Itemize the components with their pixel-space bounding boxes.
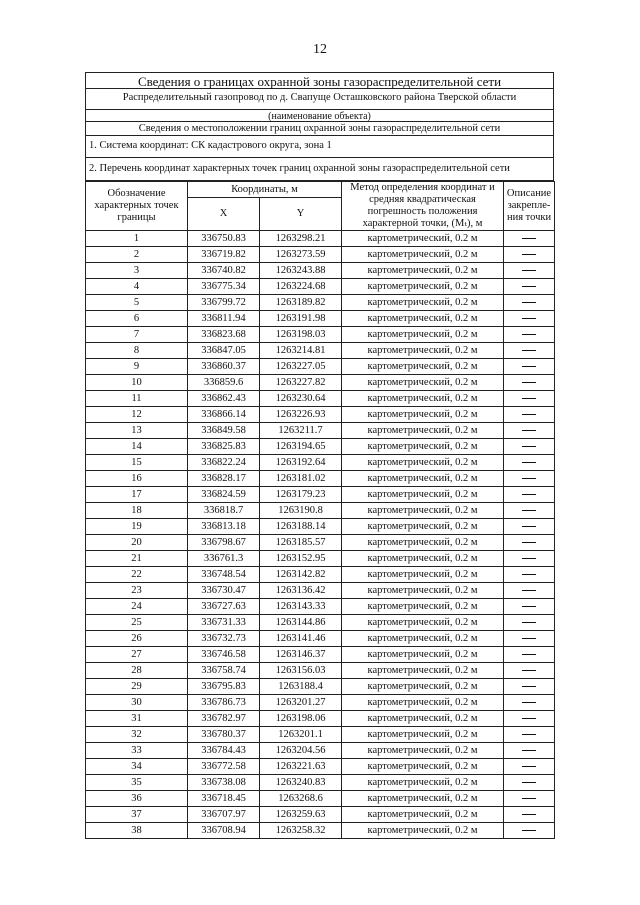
fixing-cell bbox=[504, 279, 555, 295]
fixing-cell bbox=[504, 695, 555, 711]
y-coordinate-cell: 1263273.59 bbox=[260, 247, 342, 263]
dash-mark bbox=[522, 430, 536, 431]
dash-mark bbox=[522, 334, 536, 335]
y-coordinate-cell: 1263227.82 bbox=[260, 375, 342, 391]
x-coordinate-cell: 336780.37 bbox=[188, 727, 260, 743]
point-number-cell: 23 bbox=[86, 583, 188, 599]
y-coordinate-cell: 1263188.4 bbox=[260, 679, 342, 695]
point-number-cell: 4 bbox=[86, 279, 188, 295]
table-row bbox=[86, 279, 555, 295]
table-row bbox=[86, 599, 555, 615]
dash-mark bbox=[522, 702, 536, 703]
point-number-cell: 1 bbox=[86, 231, 188, 247]
fixing-cell bbox=[504, 503, 555, 519]
y-coordinate-cell: 1263141.46 bbox=[260, 631, 342, 647]
object-name: Распределительный газопровод по д. Свапуще Осташковского района Тверской области bbox=[85, 89, 554, 109]
x-coordinate-cell: 336782.97 bbox=[188, 711, 260, 727]
document-title: Сведения о границах охранной зоны газораспределительной сети bbox=[85, 72, 554, 89]
y-coordinate-cell: 1263198.06 bbox=[260, 711, 342, 727]
fixing-cell bbox=[504, 647, 555, 663]
fixing-cell bbox=[504, 327, 555, 343]
fixing-cell bbox=[504, 407, 555, 423]
point-number-cell: 9 bbox=[86, 359, 188, 375]
x-coordinate-cell: 336866.14 bbox=[188, 407, 260, 423]
point-number-cell: 6 bbox=[86, 311, 188, 327]
fixing-cell bbox=[504, 759, 555, 775]
table-row bbox=[86, 567, 555, 583]
point-number-cell: 28 bbox=[86, 663, 188, 679]
boundary-document bbox=[85, 72, 554, 839]
dash-mark bbox=[522, 494, 536, 495]
fixing-cell bbox=[504, 615, 555, 631]
y-coordinate-cell: 1263136.42 bbox=[260, 583, 342, 599]
fixing-cell bbox=[504, 775, 555, 791]
y-coordinate-cell: 1263243.88 bbox=[260, 263, 342, 279]
x-coordinate-cell: 336825.83 bbox=[188, 439, 260, 455]
dash-mark bbox=[522, 734, 536, 735]
dash-mark bbox=[522, 558, 536, 559]
point-number-cell: 34 bbox=[86, 759, 188, 775]
dash-mark bbox=[522, 398, 536, 399]
dash-mark bbox=[522, 766, 536, 767]
table-row bbox=[86, 343, 555, 359]
dash-mark bbox=[522, 302, 536, 303]
fixing-cell bbox=[504, 439, 555, 455]
x-coordinate-cell: 336708.94 bbox=[188, 823, 260, 839]
method-cell: картометрический, 0.2 м bbox=[342, 295, 504, 311]
point-number-cell: 24 bbox=[86, 599, 188, 615]
method-cell: картометрический, 0.2 м bbox=[342, 663, 504, 679]
method-cell: картометрический, 0.2 м bbox=[342, 519, 504, 535]
method-cell: картометрический, 0.2 м bbox=[342, 487, 504, 503]
x-coordinate-cell: 336707.97 bbox=[188, 807, 260, 823]
x-coordinate-cell: 336828.17 bbox=[188, 471, 260, 487]
fixing-cell bbox=[504, 375, 555, 391]
point-number-cell: 2 bbox=[86, 247, 188, 263]
point-number-cell: 11 bbox=[86, 391, 188, 407]
point-number-cell: 29 bbox=[86, 679, 188, 695]
method-cell: картометрический, 0.2 м bbox=[342, 391, 504, 407]
table-row bbox=[86, 503, 555, 519]
point-number-cell: 14 bbox=[86, 439, 188, 455]
dash-mark bbox=[522, 542, 536, 543]
x-coordinate-cell: 336784.43 bbox=[188, 743, 260, 759]
method-cell: картометрический, 0.2 м bbox=[342, 631, 504, 647]
header-y: Y bbox=[260, 198, 342, 231]
x-coordinate-cell: 336862.43 bbox=[188, 391, 260, 407]
method-cell: картометрический, 0.2 м bbox=[342, 567, 504, 583]
dash-mark bbox=[522, 622, 536, 623]
point-number-cell: 15 bbox=[86, 455, 188, 471]
method-cell: картометрический, 0.2 м bbox=[342, 359, 504, 375]
method-cell: картометрический, 0.2 м bbox=[342, 503, 504, 519]
table-row bbox=[86, 439, 555, 455]
fixing-cell bbox=[504, 663, 555, 679]
header-method: Метод определения координат и средняя квадратическая погрешность положения характерной точки, (Мₜ), м bbox=[342, 182, 504, 231]
point-number-cell: 25 bbox=[86, 615, 188, 631]
point-number-cell: 33 bbox=[86, 743, 188, 759]
x-coordinate-cell: 336772.58 bbox=[188, 759, 260, 775]
fixing-cell bbox=[504, 247, 555, 263]
method-cell: картометрический, 0.2 м bbox=[342, 279, 504, 295]
fixing-cell bbox=[504, 599, 555, 615]
fixing-cell bbox=[504, 455, 555, 471]
x-coordinate-cell: 336795.83 bbox=[188, 679, 260, 695]
table-row bbox=[86, 791, 555, 807]
point-number-cell: 5 bbox=[86, 295, 188, 311]
x-coordinate-cell: 336823.68 bbox=[188, 327, 260, 343]
y-coordinate-cell: 1263204.56 bbox=[260, 743, 342, 759]
y-coordinate-cell: 1263201.27 bbox=[260, 695, 342, 711]
x-coordinate-cell: 336849.58 bbox=[188, 423, 260, 439]
table-row bbox=[86, 375, 555, 391]
table-row bbox=[86, 727, 555, 743]
point-number-cell: 10 bbox=[86, 375, 188, 391]
y-coordinate-cell: 1263211.7 bbox=[260, 423, 342, 439]
table-row bbox=[86, 263, 555, 279]
y-coordinate-cell: 1263142.82 bbox=[260, 567, 342, 583]
fixing-cell bbox=[504, 727, 555, 743]
x-coordinate-cell: 336847.05 bbox=[188, 343, 260, 359]
x-coordinate-cell: 336731.33 bbox=[188, 615, 260, 631]
point-number-cell: 37 bbox=[86, 807, 188, 823]
header-coordinates: Координаты, м bbox=[188, 182, 342, 198]
y-coordinate-cell: 1263240.83 bbox=[260, 775, 342, 791]
method-cell: картометрический, 0.2 м bbox=[342, 407, 504, 423]
dash-mark bbox=[522, 350, 536, 351]
table-row bbox=[86, 807, 555, 823]
method-cell: картометрический, 0.2 м bbox=[342, 439, 504, 455]
fixing-cell bbox=[504, 263, 555, 279]
y-coordinate-cell: 1263230.64 bbox=[260, 391, 342, 407]
fixing-cell bbox=[504, 359, 555, 375]
fixing-cell bbox=[504, 567, 555, 583]
x-coordinate-cell: 336811.94 bbox=[188, 311, 260, 327]
dash-mark bbox=[522, 590, 536, 591]
point-number-cell: 19 bbox=[86, 519, 188, 535]
header-fixing: Описание закрепле-ния точки bbox=[504, 182, 555, 231]
point-number-cell: 12 bbox=[86, 407, 188, 423]
x-coordinate-cell: 336748.54 bbox=[188, 567, 260, 583]
method-cell: картометрический, 0.2 м bbox=[342, 231, 504, 247]
x-coordinate-cell: 336718.45 bbox=[188, 791, 260, 807]
y-coordinate-cell: 1263185.57 bbox=[260, 535, 342, 551]
point-number-cell: 38 bbox=[86, 823, 188, 839]
dash-mark bbox=[522, 414, 536, 415]
method-cell: картометрический, 0.2 м bbox=[342, 791, 504, 807]
table-row bbox=[86, 711, 555, 727]
table-row bbox=[86, 391, 555, 407]
fixing-cell bbox=[504, 487, 555, 503]
fixing-cell bbox=[504, 391, 555, 407]
table-row bbox=[86, 583, 555, 599]
header-x: X bbox=[188, 198, 260, 231]
x-coordinate-cell: 336730.47 bbox=[188, 583, 260, 599]
point-number-cell: 16 bbox=[86, 471, 188, 487]
method-cell: картометрический, 0.2 м bbox=[342, 615, 504, 631]
point-number-cell: 22 bbox=[86, 567, 188, 583]
fixing-cell bbox=[504, 535, 555, 551]
dash-mark bbox=[522, 814, 536, 815]
y-coordinate-cell: 1263268.6 bbox=[260, 791, 342, 807]
x-coordinate-cell: 336813.18 bbox=[188, 519, 260, 535]
point-number-cell: 20 bbox=[86, 535, 188, 551]
table-row bbox=[86, 743, 555, 759]
fixing-cell bbox=[504, 471, 555, 487]
dash-mark bbox=[522, 782, 536, 783]
point-number-cell: 17 bbox=[86, 487, 188, 503]
point-number-cell: 27 bbox=[86, 647, 188, 663]
y-coordinate-cell: 1263201.1 bbox=[260, 727, 342, 743]
fixing-cell bbox=[504, 519, 555, 535]
method-cell: картометрический, 0.2 м bbox=[342, 343, 504, 359]
fixing-cell bbox=[504, 583, 555, 599]
method-cell: картометрический, 0.2 м bbox=[342, 647, 504, 663]
fixing-cell bbox=[504, 343, 555, 359]
x-coordinate-cell: 336758.74 bbox=[188, 663, 260, 679]
page-number: 12 bbox=[313, 42, 327, 57]
table-row bbox=[86, 423, 555, 439]
x-coordinate-cell: 336746.58 bbox=[188, 647, 260, 663]
table-row bbox=[86, 823, 555, 839]
method-cell: картометрический, 0.2 м bbox=[342, 423, 504, 439]
table-row bbox=[86, 455, 555, 471]
y-coordinate-cell: 1263298.21 bbox=[260, 231, 342, 247]
x-coordinate-cell: 336860.37 bbox=[188, 359, 260, 375]
y-coordinate-cell: 1263152.95 bbox=[260, 551, 342, 567]
dash-mark bbox=[522, 270, 536, 271]
point-number-cell: 36 bbox=[86, 791, 188, 807]
y-coordinate-cell: 1263191.98 bbox=[260, 311, 342, 327]
table-row bbox=[86, 759, 555, 775]
dash-mark bbox=[522, 510, 536, 511]
y-coordinate-cell: 1263227.05 bbox=[260, 359, 342, 375]
point-number-cell: 8 bbox=[86, 343, 188, 359]
location-section-title: Сведения о местоположении границ охранной зоны газораспределительной сети bbox=[85, 122, 554, 136]
y-coordinate-cell: 1263181.02 bbox=[260, 471, 342, 487]
dash-mark bbox=[522, 654, 536, 655]
y-coordinate-cell: 1263156.03 bbox=[260, 663, 342, 679]
dash-mark bbox=[522, 462, 536, 463]
dash-mark bbox=[522, 254, 536, 255]
fixing-cell bbox=[504, 231, 555, 247]
x-coordinate-cell: 336786.73 bbox=[188, 695, 260, 711]
x-coordinate-cell: 336719.82 bbox=[188, 247, 260, 263]
coordinate-system: 1. Система координат: СК кадастрового округа, зона 1 bbox=[85, 136, 554, 158]
dash-mark bbox=[522, 686, 536, 687]
method-cell: картометрический, 0.2 м bbox=[342, 679, 504, 695]
method-cell: картометрический, 0.2 м bbox=[342, 375, 504, 391]
method-cell: картометрический, 0.2 м bbox=[342, 727, 504, 743]
point-number-cell: 30 bbox=[86, 695, 188, 711]
dash-mark bbox=[522, 446, 536, 447]
point-number-cell: 26 bbox=[86, 631, 188, 647]
fixing-cell bbox=[504, 423, 555, 439]
fixing-cell bbox=[504, 711, 555, 727]
table-row bbox=[86, 551, 555, 567]
table-row bbox=[86, 327, 555, 343]
point-number-cell: 13 bbox=[86, 423, 188, 439]
table-row bbox=[86, 615, 555, 631]
method-cell: картометрический, 0.2 м bbox=[342, 535, 504, 551]
dash-mark bbox=[522, 238, 536, 239]
method-cell: картометрический, 0.2 м bbox=[342, 311, 504, 327]
x-coordinate-cell: 336761.3 bbox=[188, 551, 260, 567]
x-coordinate-cell: 336775.34 bbox=[188, 279, 260, 295]
fixing-cell bbox=[504, 791, 555, 807]
method-cell: картометрический, 0.2 м bbox=[342, 599, 504, 615]
table-row bbox=[86, 487, 555, 503]
dash-mark bbox=[522, 606, 536, 607]
method-cell: картометрический, 0.2 м bbox=[342, 327, 504, 343]
y-coordinate-cell: 1263179.23 bbox=[260, 487, 342, 503]
fixing-cell bbox=[504, 823, 555, 839]
table-row bbox=[86, 295, 555, 311]
table-row bbox=[86, 775, 555, 791]
object-name-caption: (наименование объекта) bbox=[85, 109, 554, 122]
method-cell: картометрический, 0.2 м bbox=[342, 551, 504, 567]
x-coordinate-cell: 336822.24 bbox=[188, 455, 260, 471]
table-row bbox=[86, 535, 555, 551]
fixing-cell bbox=[504, 807, 555, 823]
method-cell: картометрический, 0.2 м bbox=[342, 775, 504, 791]
y-coordinate-cell: 1263221.63 bbox=[260, 759, 342, 775]
table-row bbox=[86, 519, 555, 535]
table-row bbox=[86, 647, 555, 663]
fixing-cell bbox=[504, 743, 555, 759]
y-coordinate-cell: 1263192.64 bbox=[260, 455, 342, 471]
y-coordinate-cell: 1263144.86 bbox=[260, 615, 342, 631]
point-number-cell: 32 bbox=[86, 727, 188, 743]
y-coordinate-cell: 1263194.65 bbox=[260, 439, 342, 455]
x-coordinate-cell: 336818.7 bbox=[188, 503, 260, 519]
y-coordinate-cell: 1263143.33 bbox=[260, 599, 342, 615]
dash-mark bbox=[522, 830, 536, 831]
y-coordinate-cell: 1263259.63 bbox=[260, 807, 342, 823]
points-list-title: 2. Перечень координат характерных точек границ охранной зоны газораспределительной сети bbox=[85, 158, 554, 181]
y-coordinate-cell: 1263214.81 bbox=[260, 343, 342, 359]
method-cell: картометрический, 0.2 м bbox=[342, 711, 504, 727]
method-cell: картометрический, 0.2 м bbox=[342, 263, 504, 279]
method-cell: картометрический, 0.2 м bbox=[342, 583, 504, 599]
y-coordinate-cell: 1263226.93 bbox=[260, 407, 342, 423]
table-row bbox=[86, 631, 555, 647]
x-coordinate-cell: 336738.08 bbox=[188, 775, 260, 791]
table-row bbox=[86, 407, 555, 423]
dash-mark bbox=[522, 750, 536, 751]
method-cell: картометрический, 0.2 м bbox=[342, 455, 504, 471]
x-coordinate-cell: 336740.82 bbox=[188, 263, 260, 279]
table-row bbox=[86, 311, 555, 327]
y-coordinate-cell: 1263190.8 bbox=[260, 503, 342, 519]
fixing-cell bbox=[504, 679, 555, 695]
y-coordinate-cell: 1263198.03 bbox=[260, 327, 342, 343]
dash-mark bbox=[522, 574, 536, 575]
y-coordinate-cell: 1263224.68 bbox=[260, 279, 342, 295]
method-cell: картометрический, 0.2 м bbox=[342, 743, 504, 759]
table-row bbox=[86, 695, 555, 711]
fixing-cell bbox=[504, 631, 555, 647]
x-coordinate-cell: 336859.6 bbox=[188, 375, 260, 391]
point-number-cell: 3 bbox=[86, 263, 188, 279]
y-coordinate-cell: 1263146.37 bbox=[260, 647, 342, 663]
fixing-cell bbox=[504, 311, 555, 327]
coordinates-table bbox=[85, 181, 555, 839]
dash-mark bbox=[522, 478, 536, 479]
dash-mark bbox=[522, 366, 536, 367]
table-row bbox=[86, 359, 555, 375]
point-number-cell: 35 bbox=[86, 775, 188, 791]
dash-mark bbox=[522, 382, 536, 383]
dash-mark bbox=[522, 670, 536, 671]
x-coordinate-cell: 336727.63 bbox=[188, 599, 260, 615]
dash-mark bbox=[522, 798, 536, 799]
table-row bbox=[86, 471, 555, 487]
point-number-cell: 18 bbox=[86, 503, 188, 519]
x-coordinate-cell: 336824.59 bbox=[188, 487, 260, 503]
y-coordinate-cell: 1263189.82 bbox=[260, 295, 342, 311]
x-coordinate-cell: 336732.73 bbox=[188, 631, 260, 647]
y-coordinate-cell: 1263188.14 bbox=[260, 519, 342, 535]
dash-mark bbox=[522, 286, 536, 287]
point-number-cell: 21 bbox=[86, 551, 188, 567]
x-coordinate-cell: 336798.67 bbox=[188, 535, 260, 551]
y-coordinate-cell: 1263258.32 bbox=[260, 823, 342, 839]
method-cell: картометрический, 0.2 м bbox=[342, 695, 504, 711]
dash-mark bbox=[522, 638, 536, 639]
x-coordinate-cell: 336799.72 bbox=[188, 295, 260, 311]
table-row bbox=[86, 679, 555, 695]
dash-mark bbox=[522, 318, 536, 319]
point-number-cell: 31 bbox=[86, 711, 188, 727]
table-row bbox=[86, 663, 555, 679]
dash-mark bbox=[522, 718, 536, 719]
header-point: Обозначение характерных точек границы bbox=[86, 182, 188, 231]
fixing-cell bbox=[504, 295, 555, 311]
method-cell: картометрический, 0.2 м bbox=[342, 471, 504, 487]
method-cell: картометрический, 0.2 м bbox=[342, 247, 504, 263]
point-number-cell: 7 bbox=[86, 327, 188, 343]
dash-mark bbox=[522, 526, 536, 527]
x-coordinate-cell: 336750.83 bbox=[188, 231, 260, 247]
method-cell: картометрический, 0.2 м bbox=[342, 759, 504, 775]
table-row bbox=[86, 247, 555, 263]
table-row bbox=[86, 231, 555, 247]
method-cell: картометрический, 0.2 м bbox=[342, 823, 504, 839]
fixing-cell bbox=[504, 551, 555, 567]
method-cell: картометрический, 0.2 м bbox=[342, 807, 504, 823]
